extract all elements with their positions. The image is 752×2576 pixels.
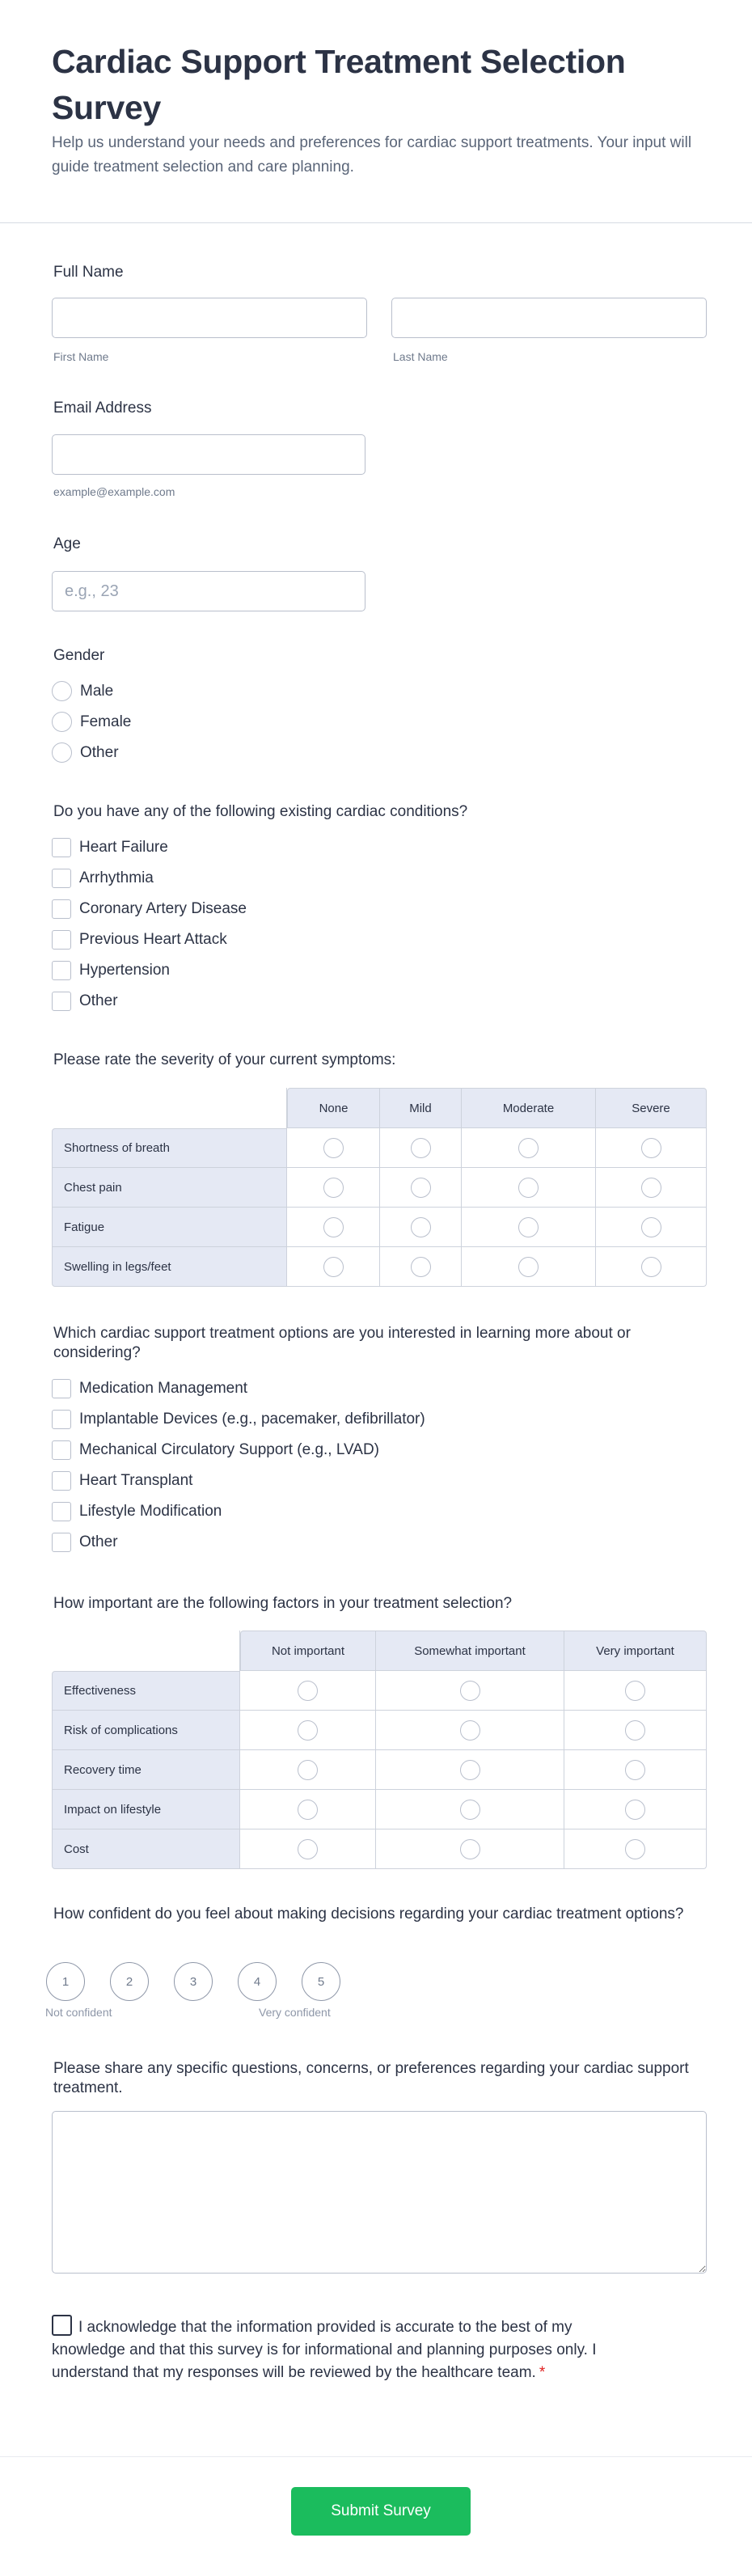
acknowledgement-checkbox-label[interactable] — [52, 2315, 618, 2384]
treatment-option-lifestyle[interactable]: Lifestyle Modification — [52, 1502, 222, 1521]
radio-icon[interactable] — [625, 1760, 645, 1780]
radio-icon[interactable] — [641, 1138, 661, 1158]
confidence-scale-5[interactable]: 5 — [302, 1962, 340, 2001]
checkbox-icon[interactable] — [52, 1533, 71, 1552]
confidence-scale-1[interactable]: 1 — [46, 1962, 85, 2001]
severity-row-label: Swelling in legs/feet — [52, 1247, 287, 1287]
checkbox-icon[interactable] — [52, 1410, 71, 1429]
treatment-option-medication[interactable]: Medication Management — [52, 1379, 247, 1398]
checkbox-icon[interactable] — [52, 838, 71, 857]
radio-icon[interactable] — [52, 742, 72, 763]
checkbox-icon[interactable] — [52, 899, 71, 919]
severity-row-label: Shortness of breath — [52, 1128, 287, 1168]
radio-icon[interactable] — [641, 1178, 661, 1198]
first-name-input[interactable] — [52, 298, 367, 338]
severity-row — [52, 1208, 707, 1247]
conditions-label: Do you have any of the following existing cardiac conditions? — [53, 803, 468, 820]
last-name-input[interactable] — [391, 298, 707, 338]
checkbox-icon[interactable] — [52, 2315, 72, 2336]
email-input[interactable] — [52, 434, 365, 475]
required-asterisk: * — [539, 2364, 546, 2381]
email-label: Email Address — [53, 400, 152, 417]
email-sublabel: example@example.com — [53, 485, 175, 498]
radio-icon[interactable] — [518, 1138, 539, 1158]
age-label: Age — [53, 535, 81, 552]
condition-option-other[interactable]: Other — [52, 992, 118, 1011]
severity-row — [52, 1168, 707, 1208]
checkbox-icon[interactable] — [52, 869, 71, 888]
radio-icon[interactable] — [518, 1178, 539, 1198]
condition-option-cad[interactable]: Coronary Artery Disease — [52, 899, 247, 919]
severity-col-header: Moderate — [462, 1088, 596, 1128]
radio-icon[interactable] — [298, 1839, 318, 1859]
radio-icon[interactable] — [460, 1800, 480, 1820]
severity-col-header: Mild — [380, 1088, 462, 1128]
gender-option-female[interactable]: Female — [52, 712, 131, 732]
importance-row-label: Cost — [52, 1829, 240, 1869]
importance-row — [52, 1711, 707, 1750]
treatment-option-mcs[interactable]: Mechanical Circulatory Support (e.g., LVAD) — [52, 1440, 379, 1460]
importance-row-label: Impact on lifestyle — [52, 1790, 240, 1829]
treatments-label: Which cardiac support treatment options are you interested in learning more about or considering? — [53, 1325, 631, 1361]
radio-icon[interactable] — [298, 1720, 318, 1741]
radio-icon[interactable] — [298, 1760, 318, 1780]
radio-icon[interactable] — [298, 1800, 318, 1820]
radio-icon[interactable] — [323, 1138, 344, 1158]
condition-option-heart-attack[interactable]: Previous Heart Attack — [52, 930, 227, 950]
submit-survey-button[interactable]: Submit Survey — [291, 2487, 471, 2536]
radio-icon[interactable] — [411, 1138, 431, 1158]
importance-row — [52, 1829, 707, 1869]
confidence-scale-2[interactable]: 2 — [110, 1962, 149, 2001]
radio-icon[interactable] — [641, 1217, 661, 1237]
importance-matrix — [52, 1631, 707, 1869]
page-subtitle: Help us understand your needs and preferences for cardiac support treatments. Your input will guide treatment selection and care planning. — [52, 134, 692, 176]
radio-icon[interactable] — [625, 1800, 645, 1820]
checkbox-icon[interactable] — [52, 1471, 71, 1491]
importance-col-header: Not important — [240, 1631, 376, 1671]
importance-row-label: Recovery time — [52, 1750, 240, 1790]
severity-matrix — [52, 1088, 707, 1287]
confidence-scale-3[interactable]: 3 — [174, 1962, 213, 2001]
comments-textarea[interactable] — [52, 2111, 707, 2274]
checkbox-icon[interactable] — [52, 961, 71, 980]
radio-icon[interactable] — [52, 681, 72, 701]
footer-divider — [0, 2456, 752, 2457]
severity-row — [52, 1247, 707, 1287]
checkbox-icon[interactable] — [52, 1502, 71, 1521]
severity-col-header: None — [287, 1088, 380, 1128]
importance-row-label: Effectiveness — [52, 1671, 240, 1711]
importance-row-label: Risk of complications — [52, 1711, 240, 1750]
severity-col-header: Severe — [596, 1088, 707, 1128]
checkbox-icon[interactable] — [52, 930, 71, 950]
checkbox-icon[interactable] — [52, 992, 71, 1011]
checkbox-icon[interactable] — [52, 1440, 71, 1460]
importance-col-header: Very important — [564, 1631, 707, 1671]
form-header — [0, 0, 752, 223]
confidence-scale-4[interactable]: 4 — [238, 1962, 277, 2001]
radio-icon[interactable] — [411, 1257, 431, 1277]
confidence-label: How confident do you feel about making decisions regarding your cardiac treatment options? — [53, 1906, 684, 1922]
confidence-max-label: Very confident — [259, 2006, 331, 2019]
condition-option-heart-failure[interactable]: Heart Failure — [52, 838, 168, 857]
acknowledgement-text: I acknowledge that the information provided is accurate to the best of my knowledge and that this survey is for informational and planning purposes only. I understand that my responses will be reviewed by the healthcare team. — [52, 2319, 597, 2381]
radio-icon[interactable] — [411, 1178, 431, 1198]
radio-icon[interactable] — [518, 1257, 539, 1277]
condition-option-hypertension[interactable]: Hypertension — [52, 961, 170, 980]
treatment-option-other[interactable]: Other — [52, 1533, 118, 1552]
treatment-option-transplant[interactable]: Heart Transplant — [52, 1471, 192, 1491]
last-name-sublabel: Last Name — [393, 350, 448, 363]
severity-row-label: Fatigue — [52, 1208, 287, 1247]
radio-icon[interactable] — [411, 1217, 431, 1237]
importance-row — [52, 1671, 707, 1711]
radio-icon[interactable] — [641, 1257, 661, 1277]
importance-col-header: Somewhat important — [376, 1631, 564, 1671]
radio-icon[interactable] — [323, 1257, 344, 1277]
condition-option-arrhythmia[interactable]: Arrhythmia — [52, 869, 154, 888]
radio-icon[interactable] — [460, 1760, 480, 1780]
age-input[interactable] — [52, 571, 365, 611]
importance-label: How important are the following factors in your treatment selection? — [53, 1595, 513, 1612]
radio-icon[interactable] — [460, 1839, 480, 1859]
checkbox-icon[interactable] — [52, 1379, 71, 1398]
radio-icon[interactable] — [52, 712, 72, 732]
page-title: Cardiac Support Treatment Selection Survey — [52, 43, 626, 126]
treatment-option-implantable[interactable]: Implantable Devices (e.g., pacemaker, defibrillator) — [52, 1410, 425, 1429]
confidence-min-label: Not confident — [45, 2006, 112, 2019]
radio-icon[interactable] — [625, 1839, 645, 1859]
importance-row — [52, 1750, 707, 1790]
gender-option-male[interactable]: Male — [52, 681, 113, 701]
radio-icon[interactable] — [625, 1720, 645, 1741]
severity-row — [52, 1128, 707, 1168]
radio-icon[interactable] — [298, 1681, 318, 1701]
gender-label: Gender — [53, 647, 105, 664]
severity-row-label: Chest pain — [52, 1168, 287, 1208]
importance-row — [52, 1790, 707, 1829]
radio-icon[interactable] — [460, 1681, 480, 1701]
radio-icon[interactable] — [460, 1720, 480, 1741]
radio-icon[interactable] — [323, 1178, 344, 1198]
radio-icon[interactable] — [323, 1217, 344, 1237]
first-name-sublabel: First Name — [53, 350, 109, 363]
comments-label: Please share any specific questions, concerns, or preferences regarding your cardiac support treatment. — [53, 2060, 689, 2096]
severity-label: Please rate the severity of your current symptoms: — [53, 1051, 396, 1068]
gender-option-other[interactable]: Other — [52, 742, 119, 763]
full-name-label: Full Name — [53, 264, 124, 281]
radio-icon[interactable] — [518, 1217, 539, 1237]
radio-icon[interactable] — [625, 1681, 645, 1701]
